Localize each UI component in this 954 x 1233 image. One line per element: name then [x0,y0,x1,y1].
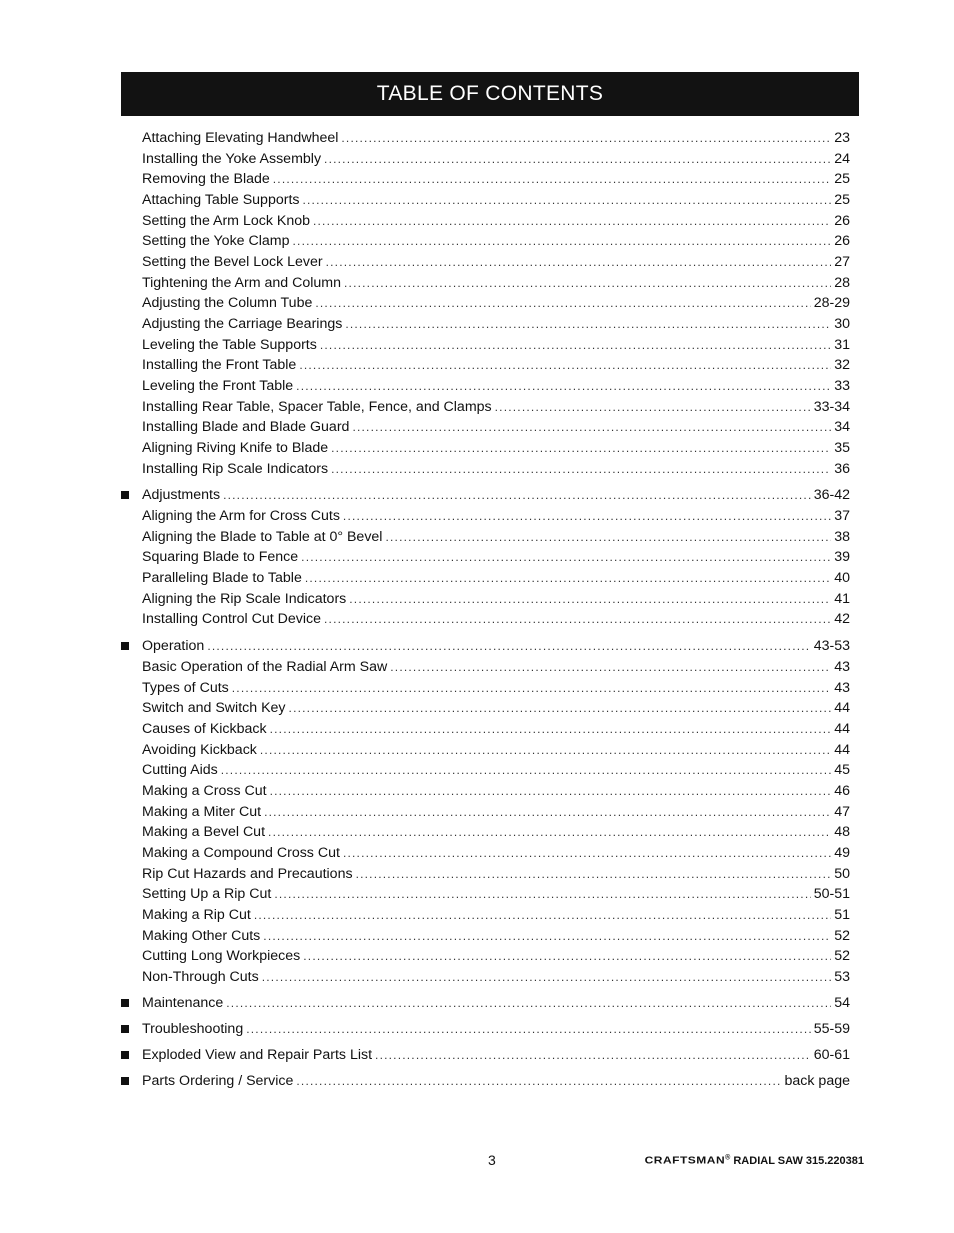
toc-section-entry [142,636,850,656]
toc-entry-page: 43 [834,679,850,696]
dot-leader [232,678,831,698]
toc-entry-page: 42 [834,611,850,628]
toc-entry-page: 44 [834,741,850,758]
dot-leader [313,211,831,231]
toc-entry-label: Installing the Front Table [142,357,297,374]
toc-entry-label: Making Other Cuts [142,927,261,944]
dot-leader [296,1071,781,1091]
toc-entry-page: 50-51 [813,886,850,903]
footer-brand [645,1153,864,1167]
toc-entry [142,355,850,375]
dot-leader [299,355,831,375]
dot-leader [260,740,831,760]
toc-entry [142,376,850,396]
toc-entry-label: Making a Compound Cross Cut [142,845,340,861]
dot-leader [301,547,831,567]
dot-leader [274,884,810,904]
toc-entry [142,314,850,334]
toc-entry-label: Basic Operation of the Radial Arm Saw [142,659,388,675]
toc-entry [142,905,850,925]
toc-entry-label: Cutting Aids [142,762,218,779]
toc-entry-label: Operation [142,638,205,654]
toc-entry-page: 36-42 [813,487,850,503]
toc-entry-label: Making a Rip Cut [142,907,251,923]
toc-entry [142,128,850,148]
toc-entry-page: 53 [834,969,850,985]
toc-entry-label: Paralleling Blade to Table [142,570,302,586]
toc-entry [142,293,850,313]
toc-entry [142,698,850,718]
toc-entry-page: 32 [834,357,850,374]
toc-entry-label: Installing Blade and Blade Guard [142,419,350,436]
dot-leader [221,760,832,780]
model-label: RADIAL SAW 315.220381 [733,1155,864,1167]
square-bullet-icon [121,1051,129,1059]
toc-entry-label: Types of Cuts [142,679,229,696]
toc-entry-page: 28-29 [813,295,850,312]
toc-entry-label: Causes of Kickback [142,721,267,737]
toc-entry [142,967,850,987]
dot-leader [324,149,831,169]
toc-entry-page: 41 [834,590,850,607]
toc-entry-label: Installing the Yoke Assembly [142,150,322,167]
toc-section-entry [142,485,850,505]
toc-entry-label: Switch and Switch Key [142,700,286,717]
toc-entry [142,547,850,567]
toc-entry-label: Making a Miter Cut [142,803,262,820]
toc-entry [142,459,850,479]
dot-leader [495,397,811,417]
dot-leader [246,1019,810,1039]
dot-leader [303,946,831,966]
dot-leader [302,190,831,210]
toc-section-entry [142,1071,850,1091]
dot-leader [390,657,831,677]
toc-entry [142,946,850,966]
toc-entry-page: 25 [834,171,850,188]
square-bullet-icon [121,1025,129,1033]
toc-entry [142,397,850,417]
dot-leader [223,485,811,505]
square-bullet-icon [121,642,129,650]
toc-entry-label: Maintenance [142,995,224,1011]
toc-entry-label: Making a Cross Cut [142,783,267,799]
toc-entry [142,657,850,677]
toc-entry [142,678,850,698]
dot-leader [343,843,831,863]
toc-entry-label: Aligning the Blade to Table at 0° Bevel [142,528,383,545]
toc-title: TABLE OF CONTENTS [376,82,604,105]
toc-entry [142,822,850,842]
dot-leader [356,864,832,884]
toc-entry-page: 43-53 [813,638,850,654]
toc-entry-label: Aligning Riving Knife to Blade [142,440,329,456]
dot-leader [331,459,831,479]
toc-entry-label: Installing Rear Table, Spacer Table, Fence, and Clamps [142,398,492,415]
toc-entry-label: Aligning the Rip Scale Indicators [142,590,347,607]
toc-entry-label: Parts Ordering / Service [142,1073,294,1089]
dot-leader [262,967,832,987]
toc-entry-page: 31 [834,336,850,353]
toc-entry-page: 47 [834,803,850,820]
toc-entry [142,231,850,251]
dot-leader [315,293,810,313]
toc-entry-label: Leveling the Front Table [142,378,294,394]
dot-leader [270,719,832,739]
dot-leader [226,993,831,1013]
dot-leader [273,169,831,189]
toc-entry-label: Setting the Yoke Clamp [142,233,290,250]
square-bullet-icon [121,491,129,499]
toc-entry-page: 38 [834,528,850,545]
toc-entry-label: Setting the Bevel Lock Lever [142,254,323,270]
dot-leader [270,781,832,801]
toc-entry-label: Exploded View and Repair Parts List [142,1047,373,1063]
toc-header-bar [121,72,859,116]
toc-entry-page: 52 [834,927,850,944]
toc-entry [142,568,850,588]
toc-entry-label: Aligning the Arm for Cross Cuts [142,508,340,524]
toc-entry-page: 27 [834,254,850,270]
toc-entry-page: 33-34 [813,398,850,415]
toc-entry-page: 23 [834,130,850,146]
toc-entry-page: 46 [834,783,850,799]
toc-entry-page: 35 [834,440,850,456]
toc-entry [142,252,850,272]
dot-leader [343,506,831,526]
toc-entry [142,884,850,904]
square-bullet-icon [121,999,129,1007]
toc-entry-label: Avoiding Kickback [142,741,257,758]
toc-entry-label: Setting the Arm Lock Knob [142,212,310,229]
toc-entry [142,760,850,780]
dot-leader [349,589,831,609]
toc-entry-label: Squaring Blade to Fence [142,549,299,566]
toc-entry [142,506,850,526]
toc-section-entry [142,993,850,1013]
toc-entry-label: Attaching Table Supports [142,192,300,208]
dot-leader [207,636,810,656]
toc-entry-page: 34 [834,419,850,436]
toc-entry [142,589,850,609]
toc-entry [142,527,850,547]
toc-entry-label: Making a Bevel Cut [142,824,266,841]
toc-entry-page: 54 [834,995,850,1011]
toc-entry [142,438,850,458]
toc-entry-page: 48 [834,824,850,841]
toc-entry [142,417,850,437]
toc-entry-page: 44 [834,721,850,737]
toc-entry-page: 43 [834,659,850,675]
toc-entry-page: 45 [834,762,850,779]
toc-section-entry [142,1019,850,1039]
toc-entry-page: 50 [834,865,850,882]
toc-entry-page: 33 [834,378,850,394]
toc-entry-page: 26 [834,233,850,250]
toc-entry-label: Installing Rip Scale Indicators [142,460,329,477]
dot-leader [263,926,831,946]
toc-entry-page: back page [784,1073,850,1089]
toc-entry-page: 30 [834,316,850,332]
dot-leader [264,802,831,822]
toc-entry [142,169,850,189]
toc-entry [142,781,850,801]
dot-leader [293,231,832,251]
dot-leader [352,417,831,437]
toc-entry-page: 44 [834,700,850,717]
toc-entry-page: 55-59 [813,1021,850,1037]
dot-leader [296,376,831,396]
page-number: 3 [488,1152,496,1168]
dot-leader [345,314,831,334]
toc-entry [142,719,850,739]
toc-entry [142,273,850,293]
dot-leader [341,128,831,148]
toc-entry-label: Setting Up a Rip Cut [142,886,272,903]
dot-leader [326,252,832,272]
toc-entry-page: 39 [834,549,850,566]
toc-entry [142,740,850,760]
dot-leader [331,438,831,458]
dot-leader [268,822,831,842]
toc-entry-label: Rip Cut Hazards and Precautions [142,865,353,882]
dot-leader [289,698,832,718]
toc-entry-label: Cutting Long Workpieces [142,948,301,965]
toc-entry-page: 28 [834,274,850,291]
dot-leader [375,1045,811,1065]
toc-entry-page: 52 [834,948,850,965]
toc-entry-page: 36 [834,460,850,477]
toc-entry-label: Adjusting the Carriage Bearings [142,316,343,332]
toc-entry-page: 24 [834,150,850,167]
toc-entry-page: 26 [834,212,850,229]
toc-entry-page: 49 [834,845,850,861]
square-bullet-icon [121,1077,129,1085]
dot-leader [344,273,831,293]
dot-leader [305,568,831,588]
toc-entry-label: Non-Through Cuts [142,969,259,985]
craftsman-logo: CRAFTSMAN [644,1154,726,1166]
toc-entry-page: 25 [834,192,850,208]
toc-entry [142,149,850,169]
toc-section-entry [142,1045,850,1065]
toc-entry-label: Adjusting the Column Tube [142,295,313,312]
toc-entry-label: Installing Control Cut Device [142,611,321,628]
toc-entry [142,190,850,210]
toc-entry [142,211,850,231]
dot-leader [385,527,831,547]
dot-leader [254,905,831,925]
toc-entry-label: Adjustments [142,487,221,503]
toc-entry-page: 60-61 [813,1047,850,1063]
toc-entry-label: Removing the Blade [142,171,270,188]
toc-entry-label: Tightening the Arm and Column [142,274,341,291]
dot-leader [320,335,831,355]
toc-entry [142,335,850,355]
toc-entry-page: 51 [834,907,850,923]
toc-entry-label: Leveling the Table Supports [142,336,317,353]
toc-entry-label: Attaching Elevating Handwheel [142,130,339,146]
dot-leader [324,609,831,629]
registered-mark: ® [725,1154,731,1162]
toc-entry-label: Troubleshooting [142,1021,244,1037]
toc-entry [142,802,850,822]
toc-entry-page: 40 [834,570,850,586]
toc-entry [142,926,850,946]
toc-entry [142,609,850,629]
toc-entry [142,864,850,884]
toc-entry-page: 37 [834,508,850,524]
toc-entry [142,843,850,863]
